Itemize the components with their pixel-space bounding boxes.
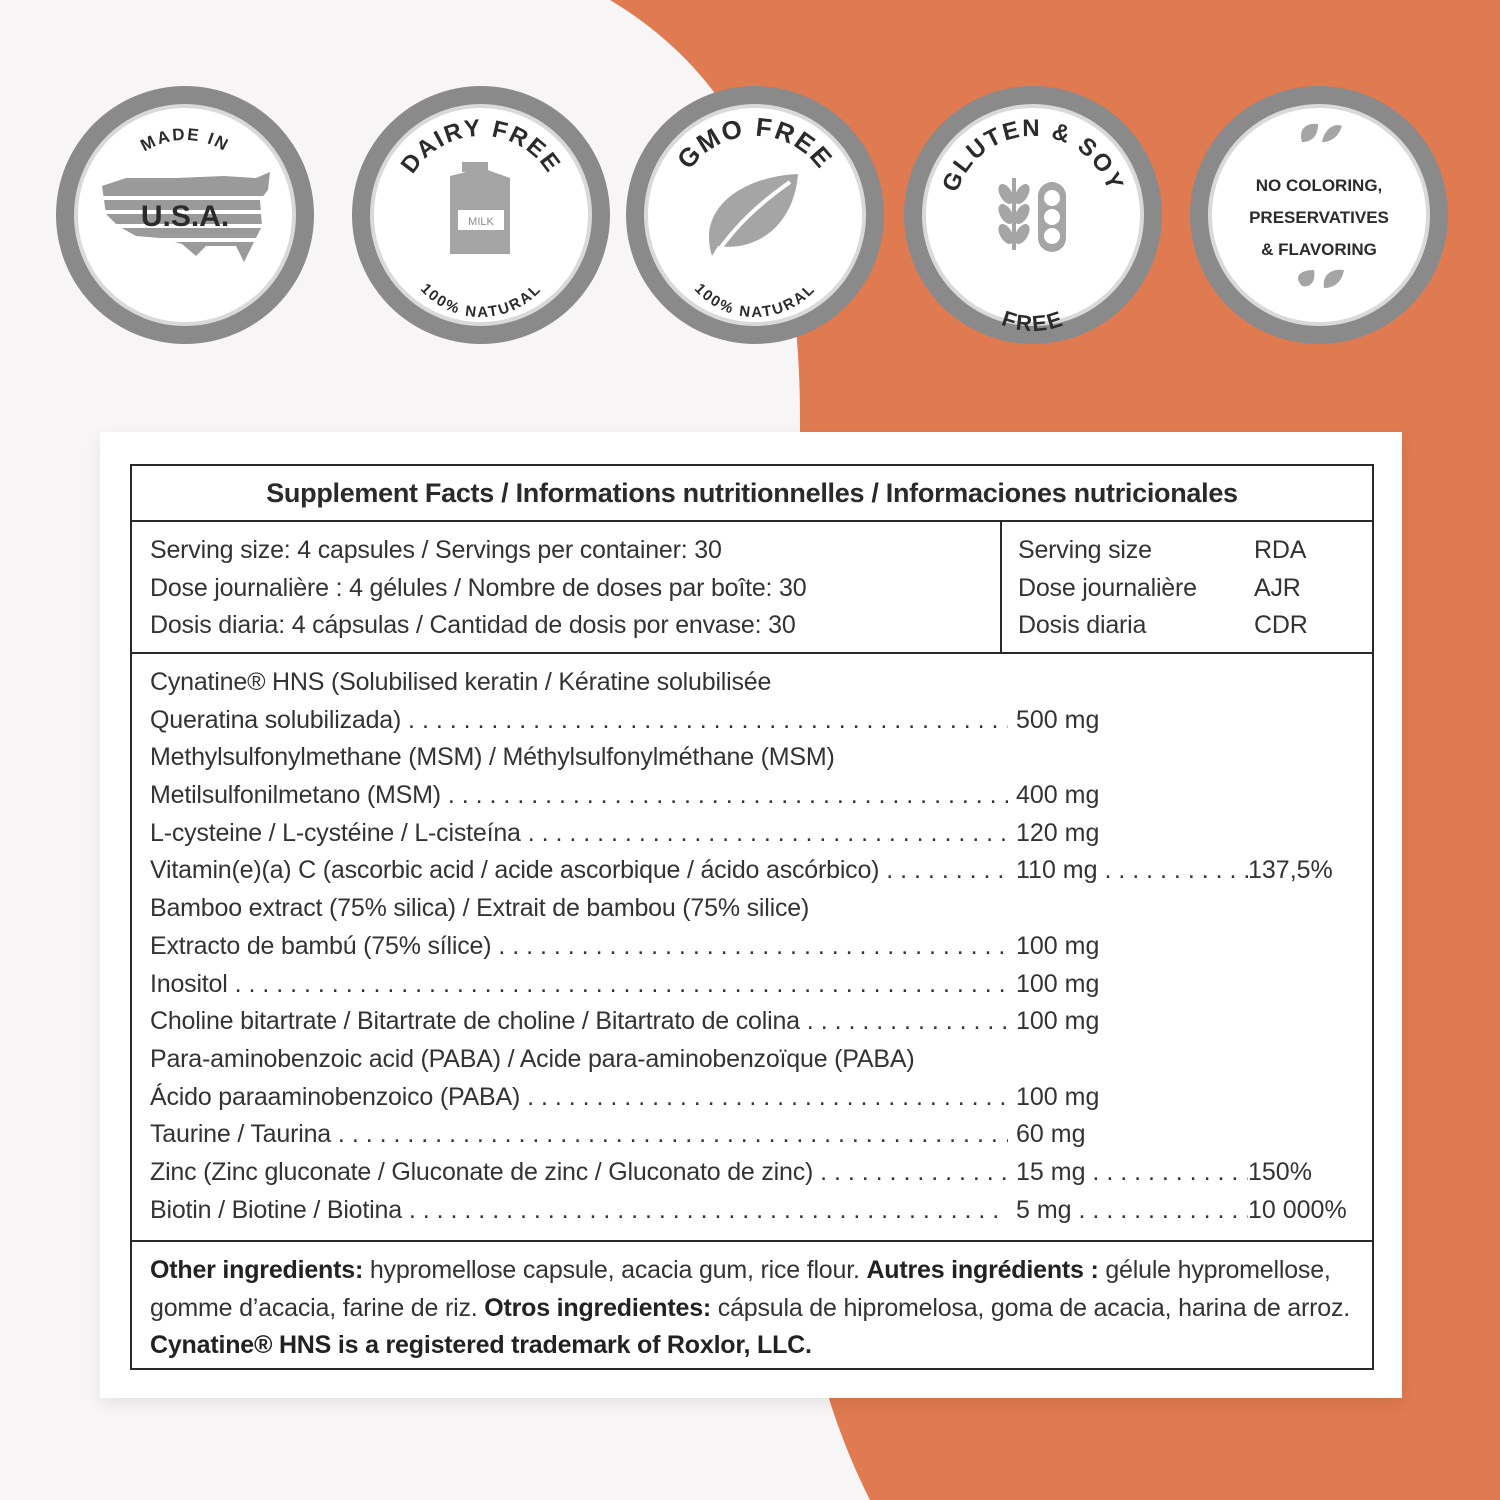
ingredient-row: [132, 739, 1372, 777]
other-es-text: cápsula de hipromelosa, goma de acacia, harina de arroz.: [711, 1293, 1351, 1322]
ingredient-name: Methylsulfonylmethane (MSM) / Méthylsulfonylméthane (MSM): [150, 743, 835, 772]
ajr-label: AJR: [1254, 573, 1301, 602]
facts-title: Supplement Facts / Informations nutritionnelles / Informaciones nutricionales: [132, 466, 1372, 522]
gluten-soy-free-badge: [904, 86, 1162, 344]
ingredient-amount: 5 mg . . .: [1016, 1192, 1248, 1230]
dairy-free-badge: [352, 86, 610, 344]
ingredient-amount: 100 mg: [1016, 931, 1100, 960]
svg-text:DAIRY FREE: DAIRY FREE: [395, 114, 567, 179]
serving-line-en: Serving size: 4 capsules / Servings per container: 30: [150, 536, 722, 564]
ingredient-name: Taurine / Taurina . . .: [150, 1116, 1008, 1154]
trademark-note: Cynatine® HNS is a registered trademark of Roxlor, LLC.: [150, 1331, 812, 1360]
ingredient-name: Vitamin(e)(a) C (ascorbic acid / acide ascorbique / ácido ascórbico) . . .: [150, 852, 1008, 890]
svg-text:MADE IN: [137, 125, 232, 155]
serving-label: Serving size: [1018, 536, 1152, 564]
ingredient-row: [132, 1003, 1372, 1041]
badge-line-2: PRESERVATIVES: [1249, 208, 1389, 227]
badge-line-3: & FLAVORING: [1261, 240, 1377, 259]
ingredient-name: Metilsulfonilmetano (MSM) . . .: [150, 777, 1008, 815]
cdr-label: CDR: [1254, 611, 1308, 640]
ingredient-row: [132, 1154, 1372, 1192]
serving-line-fr: Dose journalière : 4 gélules / Nombre de doses par boîte: 30: [150, 573, 807, 602]
other-en-text: hypromellose capsule, acacia gum, rice flour.: [363, 1256, 867, 1284]
svg-text:GMO FREE: GMO FREE: [670, 111, 840, 175]
badge-center-text: U.S.A.: [140, 200, 230, 233]
ingredient-name: Choline bitartrate / Bitartrate de choline / Bitartrato de colina . . .: [150, 1003, 1008, 1041]
ingredient-amount: 400 mg: [1016, 781, 1100, 810]
ingredient-row: [132, 815, 1372, 853]
ingredient-row: [132, 928, 1372, 966]
ingredient-row: [132, 1116, 1372, 1154]
ingredient-amount: 15 mg . . .: [1016, 1154, 1248, 1192]
ingredient-amount: 120 mg: [1016, 818, 1100, 847]
ingredient-name: Inositol . . .: [150, 966, 1008, 1004]
ingredient-name: Ácido paraaminobenzoico (PABA) . . .: [150, 1079, 1008, 1117]
ingredient-amount: 110 mg . . .: [1016, 852, 1248, 890]
leaf-icon: [709, 174, 798, 256]
ingredient-rda: 137,5%: [1248, 856, 1333, 885]
ingredient-name: Biotin / Biotine / Biotina . . .: [150, 1192, 1008, 1230]
ingredient-row: [132, 702, 1372, 740]
ingredient-name: Bamboo extract (75% silica) / Extrait de bambou (75% silice): [150, 894, 810, 923]
ingredient-name: L-cysteine / L-cystéine / L-cisteína . . .: [150, 815, 1008, 853]
supplement-facts-table: [130, 464, 1374, 1370]
ingredient-row: [132, 966, 1372, 1004]
ingredient-amount: 500 mg: [1016, 705, 1100, 734]
wheat-soy-icon: [995, 178, 1066, 252]
ingredient-amount: 100 mg: [1016, 1082, 1100, 1111]
ingredient-name: Extracto de bambú (75% sílice) . . .: [150, 928, 1008, 966]
svg-text:100% NATURAL: 100% NATURAL: [417, 280, 545, 322]
ingredient-row: [132, 777, 1372, 815]
svg-text:FREE: FREE: [998, 305, 1068, 337]
svg-text:100% NATURAL: 100% NATURAL: [691, 280, 819, 322]
serving-label: Dosis diaria: [1018, 611, 1147, 640]
other-es-label: Otros ingredientes:: [484, 1293, 712, 1322]
ingredient-rda: 150%: [1248, 1157, 1312, 1186]
serving-line-es: Dosis diaria: 4 cápsulas / Cantidad de dosis por envase: 30: [150, 611, 796, 640]
ingredient-name: Para-aminobenzoic acid (PABA) / Acide para-aminobenzoïque (PABA): [150, 1044, 915, 1073]
svg-text:MILK: MILK: [468, 216, 494, 228]
ingredient-row: [132, 890, 1372, 928]
ingredient-amount: 60 mg: [1016, 1120, 1086, 1149]
rda-label: RDA: [1254, 536, 1307, 564]
other-en-label: Other ingredients:: [150, 1256, 364, 1284]
ingredient-name: Queratina solubilizada) . . .: [150, 702, 1008, 740]
ingredient-row: [132, 852, 1372, 890]
badge-top-text: MADE IN: [137, 124, 233, 156]
ingredient-name: Cynatine® HNS (Solubilised keratin / Kératine solubilisée: [150, 668, 772, 696]
ingredient-amount: 100 mg: [1016, 969, 1100, 998]
ingredient-rda: 10 000%: [1248, 1195, 1347, 1224]
badge-line-1: NO COLORING,: [1255, 176, 1383, 195]
ingredient-row: [132, 1079, 1372, 1117]
ingredient-amount: 100 mg: [1016, 1007, 1100, 1036]
ingredient-row: [132, 664, 1372, 702]
svg-text:GLUTEN & SOY: GLUTEN & SOY: [937, 114, 1129, 196]
serving-section: [132, 522, 1372, 654]
other-ingredients: [132, 1242, 1372, 1365]
ingredient-row: [132, 1041, 1372, 1079]
other-fr-text: gélule hypromellose, gomme d’acacia, farine de riz.: [150, 1256, 1331, 1322]
no-additives-badge: [1190, 86, 1448, 344]
gmo-free-badge: [626, 86, 884, 344]
ingredient-row: [132, 1192, 1372, 1230]
other-fr-label: Autres ingrédients :: [866, 1256, 1099, 1284]
ingredient-name: Zinc (Zinc gluconate / Gluconate de zinc / Gluconato de zinc) . . .: [150, 1154, 1008, 1192]
made-in-usa-badge: [56, 86, 314, 344]
milk-carton-icon: [450, 162, 510, 254]
serving-label: Dose journalière: [1018, 573, 1197, 602]
ingredients-list: [132, 654, 1372, 1242]
